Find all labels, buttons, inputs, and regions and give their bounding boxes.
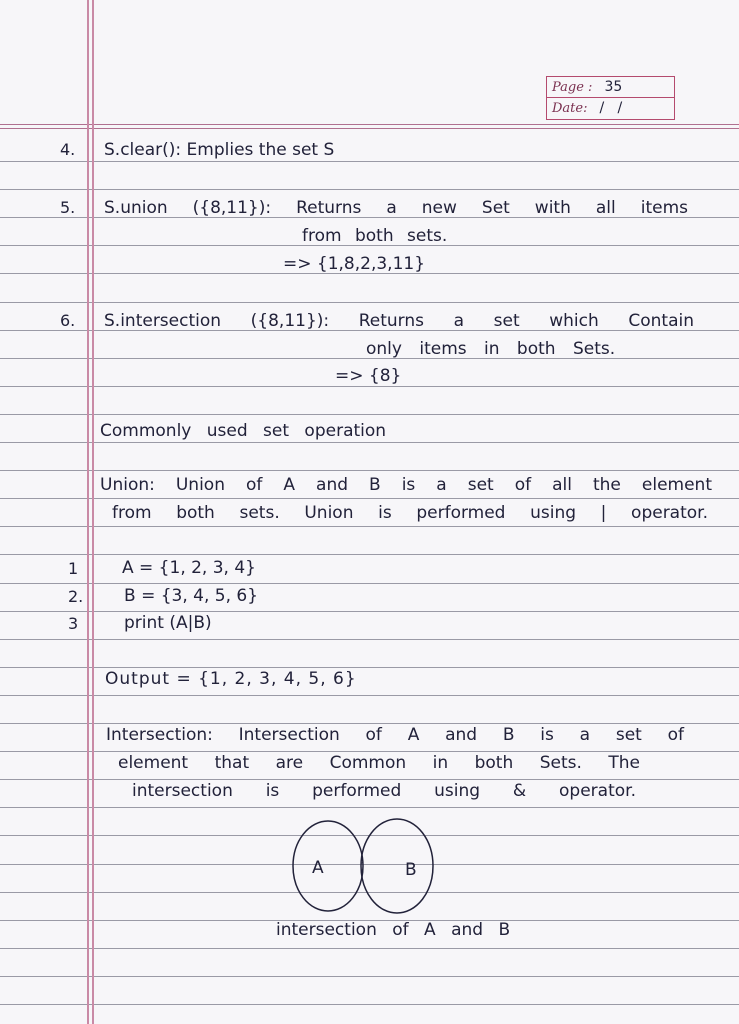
note-line: S.intersection ({8,11}): Returns a set which Contain [104, 311, 694, 331]
header-rule [0, 124, 739, 125]
rule-line [0, 723, 739, 724]
rule-line [0, 442, 739, 443]
rule-line [0, 386, 739, 387]
page-number: 35 [604, 79, 623, 95]
rule-line [0, 414, 739, 415]
rule-line [0, 948, 739, 949]
date-label: Date: [552, 101, 588, 116]
set-b-label: B [405, 860, 417, 880]
rule-line [0, 667, 739, 668]
rule-line [0, 807, 739, 808]
rule-line [0, 161, 739, 162]
note-line: intersection is performed using & operator. [132, 781, 636, 801]
rule-line [0, 1004, 739, 1005]
rule-line [0, 498, 739, 499]
code-line-number: 3 [68, 614, 79, 633]
margin-line [87, 0, 89, 1024]
set-b-circle [361, 819, 433, 913]
page-label: Page : [552, 80, 593, 95]
rule-line [0, 611, 739, 612]
rule-line [0, 583, 739, 584]
output-line: Output = {1, 2, 3, 4, 5, 6} [105, 669, 357, 689]
note-line: from both sets. [302, 226, 448, 246]
note-line: from both sets. Union is performed using | operator. [112, 503, 708, 523]
note-line: element that are Common in both Sets. The [118, 753, 640, 773]
rule-line [0, 189, 739, 190]
note-line: => {8} [335, 366, 402, 386]
rule-line [0, 302, 739, 303]
rule-line [0, 695, 739, 696]
item-number: 6. [60, 311, 76, 330]
venn-diagram [280, 810, 450, 920]
item-number: 4. [60, 140, 76, 159]
header-rule [0, 128, 739, 129]
code-line-number: 1 [68, 559, 79, 578]
set-a-circle [293, 821, 363, 911]
rule-line [0, 470, 739, 471]
rule-line [0, 639, 739, 640]
date-value: / / [599, 100, 623, 116]
note-line: only items in both Sets. [366, 339, 616, 359]
note-line: Intersection: Intersection of A and B is a set of [106, 725, 684, 745]
note-line: => {1,8,2,3,11} [283, 254, 426, 274]
venn-caption: intersection of A and B [276, 920, 511, 940]
rule-line [0, 976, 739, 977]
set-a-label: A [312, 858, 324, 878]
rule-line [0, 554, 739, 555]
note-line: S.union ({8,11}): Returns a new Set with all items [104, 198, 688, 218]
code-line: B = {3, 4, 5, 6} [124, 586, 259, 606]
page-date-box [546, 76, 675, 120]
section-heading: Commonly used set operation [100, 421, 387, 441]
rule-line [0, 526, 739, 527]
code-line: A = {1, 2, 3, 4} [122, 558, 256, 578]
item-number: 5. [60, 198, 76, 217]
note-line: Union: Union of A and B is a set of all the element [100, 475, 712, 495]
note-line: S.clear(): Emplies the set S [104, 140, 335, 160]
code-line-number: 2. [68, 587, 84, 606]
rule-line [0, 779, 739, 780]
code-line: print (A|B) [124, 613, 212, 633]
rule-line [0, 751, 739, 752]
margin-line [92, 0, 94, 1024]
